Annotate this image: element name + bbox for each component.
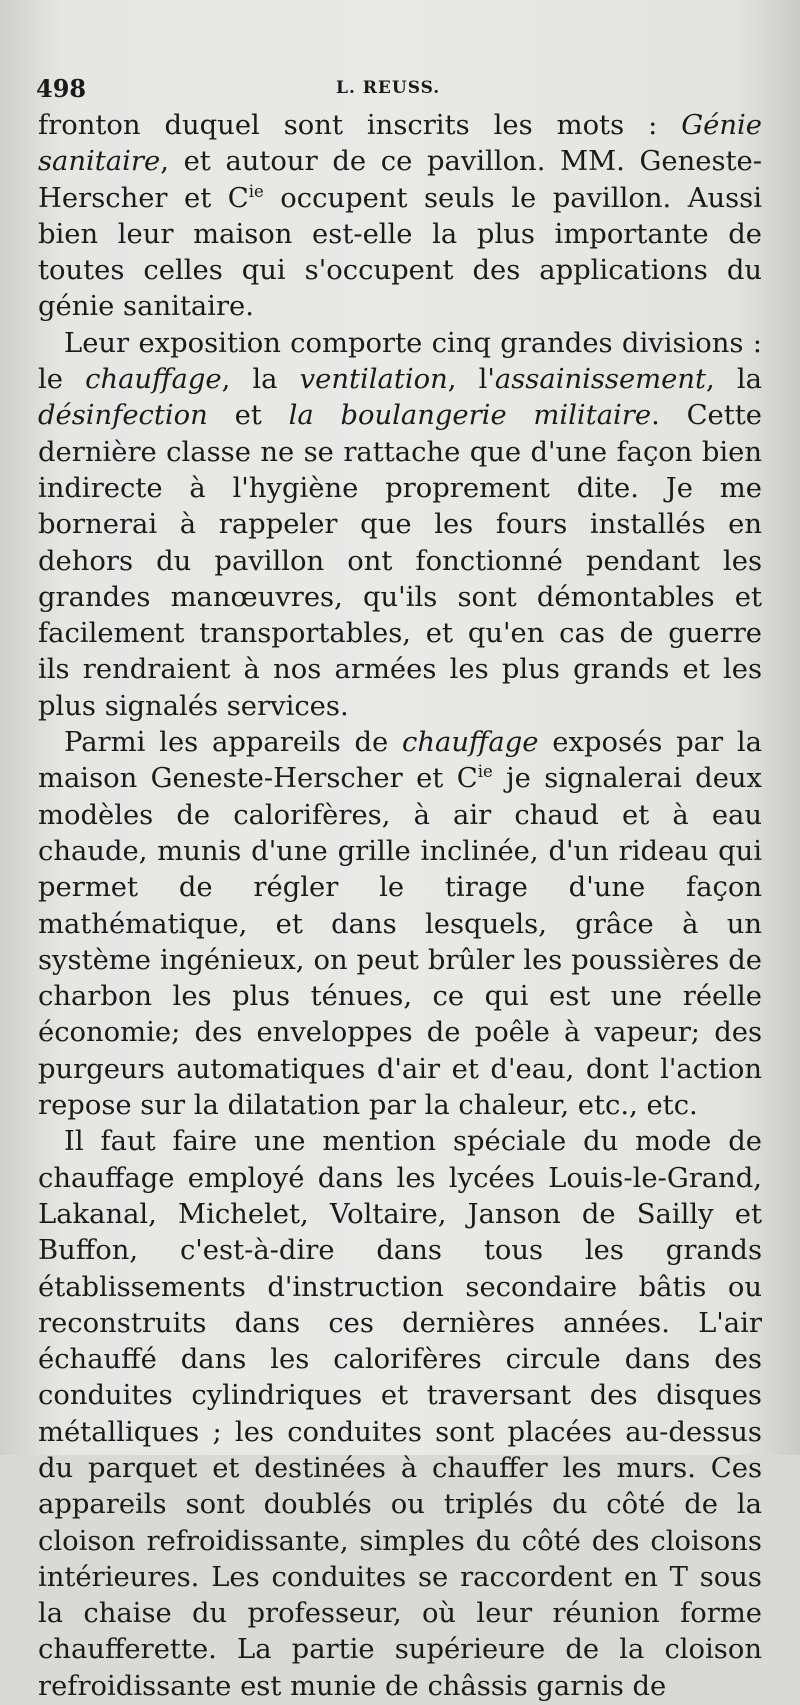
text-run: . Cette dernière classe ne se rattache que d'une façon bien indirecte à l'hygiène proprement dite. Je me bornerai à rappeler que les fours installés en dehors du pavillon ont fonctionné pendant les grandes manœuvres, qu'ils sont démontables et facilement transportables, et qu'en cas de guerre ils rendraient à nos armées les plus grands et les plus signalés services. — [38, 400, 762, 722]
text-run: , et autour de ce pavillon. MM. Geneste-Herscher et C — [38, 146, 762, 214]
italic-term: assainissement — [494, 364, 707, 396]
text-run: fronton duquel sont inscrits les mots : — [38, 110, 682, 141]
italic-term: la boulangerie militaire — [288, 400, 652, 432]
text-run: exposés par la maison Geneste-Herscher et C — [38, 727, 763, 795]
paragraph — [38, 725, 762, 1124]
italic-term: désinfection — [38, 400, 208, 432]
text-run: occupent seuls le pavillon. Aussi bien leur maison est-elle la plus importante de toutes celles qui s'occupent des applications du génie sanitaire. — [38, 182, 762, 323]
italic-term: chauffage — [85, 364, 222, 396]
text-run: Parmi les appareils de — [64, 727, 403, 759]
italic-term: ventilation — [299, 364, 448, 396]
paragraph — [38, 326, 762, 725]
text-run: je signalerai deux modèles de calorifères, à air chaud et à eau chaude, munis d'une grille inclinée, d'un rideau qui permet de régler le tirage d'une façon mathématique, et dans lesquels, grâce à un système ingénieux, on peut brûler les poussières de charbon les plus ténues, ce qui est une réelle économie; des enveloppes de poêle à vapeur; des purgeurs automatiques d'air et d'eau, dont l'action repose sur la dilatation par la chaleur, etc., etc. — [38, 763, 762, 1122]
page-header — [36, 68, 756, 108]
superscript: ie — [248, 181, 264, 201]
text-run: Leur exposition comporte cinq grandes divisions : le — [38, 327, 762, 396]
superscript: ie — [477, 762, 493, 782]
text-run: , l' — [447, 364, 495, 396]
running-head: L. REUSS. — [336, 78, 441, 98]
italic-term: Génie sanitaire — [38, 110, 762, 178]
page-number: 498 — [36, 74, 87, 103]
paragraph — [38, 108, 762, 326]
text-run: , la — [706, 364, 762, 396]
text-run: Il faut faire une mention spéciale du mode de chauffage employé dans les lycées Louis-le-Grand, Lakanal, Michelet, Voltaire, Janson de Sailly et Buffon, c'est-à-dire dans tous les grands établissements d'instruction secondaire bâtis ou reconstruits dans ces dernières années. L'air échauffé dans les calorifères circule dans des conduites cylindriques et traversant des disques métalliques ; les conduites sont placées au-dessus du parquet et destinées à chauffer les murs. Ces appareils sont doublés ou triplés du côté de la cloison refroidissante, simples du côté des cloisons intérieures. Les conduites se raccordent en T sous la chaise du professeur, où leur réunion forme chaufferette. La partie supérieure de la cloison refroidissante est munie de châssis garnis de — [38, 1126, 762, 1702]
text-run: , la — [221, 364, 300, 396]
paragraph — [38, 1124, 762, 1705]
italic-term: chauffage — [402, 727, 539, 759]
body-text — [38, 108, 762, 1705]
text-run: et — [207, 400, 289, 432]
